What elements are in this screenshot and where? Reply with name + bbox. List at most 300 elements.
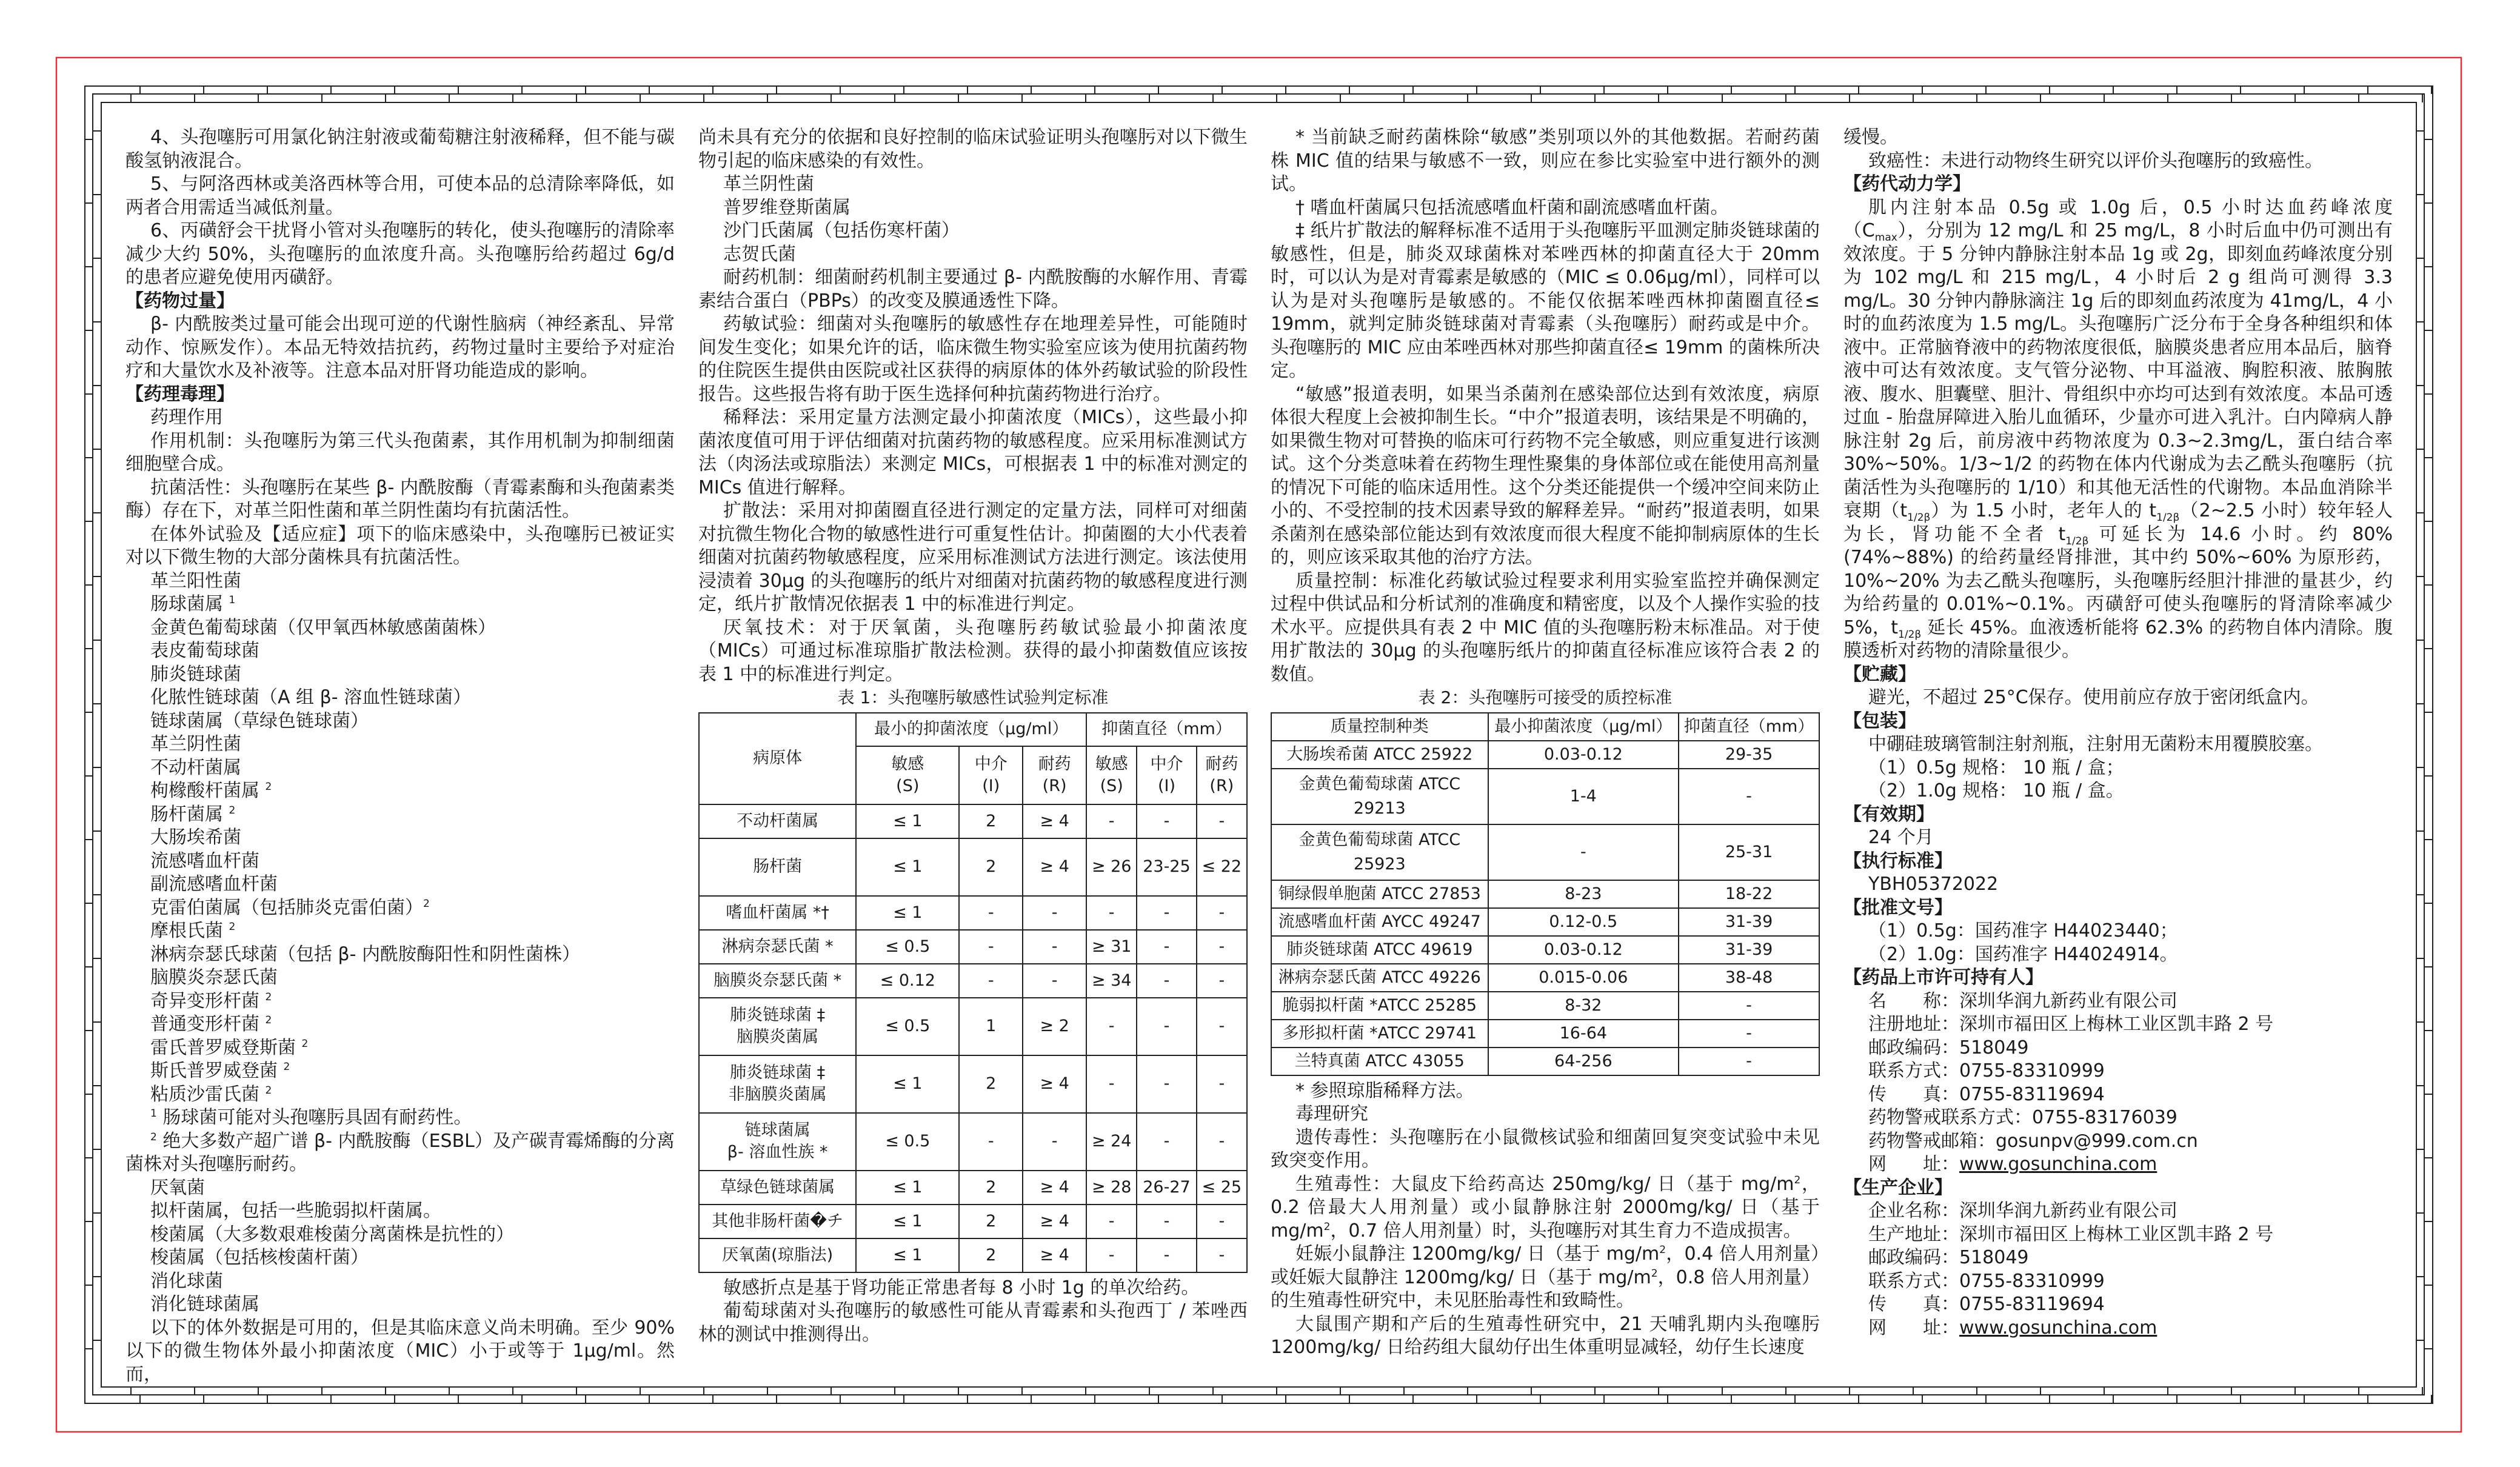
list-item: 注册地址：深圳市福田区上梅林工业区凯丰路 2 号 [1868,1014,2274,1035]
paragraph: “敏感”报道表明，如果当杀菌剂在感染部位达到有效浓度，病原体很大程度上会被抑制生长。“中介”报道表明，该结果是不明确的，如果微生物对可替换的临床可行药物不完全敏感，则应重复进行该测试。这个分类意味着在药物生理性聚集的身体部位或在能使用高剂量的情况下可能的临床适用性。这个分类还能提供一个缓冲空间来防止小的、不受控制的技术因素导致的解释差异。“耐药”报道表明，如果杀菌剂在感染部位能达到有效浓度而很大程度不能抑制病原体的生长的，则应该采取其他的治疗方法。 [1271,383,1820,568]
header-line: 中介 [974,754,1008,774]
table-cell: - [1086,998,1137,1055]
text-run: 枸橼酸杆菌属 [150,780,266,801]
species-line: 铜绿假单胞菌 ATCC 27853 [1278,884,1481,903]
text-run: 奇异变形杆菌 [150,990,266,1012]
paragraph: 质量控制：标准化药敏试验过程要求利用实验室监控并确保测定过程中供试品和分析试剂的准确度和精密度，以及个人操作实验的技术水平。应提供具有表 2 中 MIC 值的头孢噻肟粉末标准品。对于使用扩散法的 30μg 的头孢噻肟纸片的抑菌直径标准应该符合表 2 的数值。 [1271,570,1820,685]
table-row [1271,824,1819,880]
table-cell: - [1197,1055,1247,1113]
paragraph: † 嗜血杆菌属只包括流感嗜血杆菌和副流感嗜血杆菌。 [1295,196,1729,218]
list-item [1843,1153,2393,1177]
susceptibility-table [698,712,1248,1273]
list-item [125,897,675,920]
subscript: 1/2β [2156,512,2180,524]
pathogen-line: 厌氧菌(琼脂法) [722,1245,834,1265]
list-item: 24 个月 [1868,827,1934,848]
table-cell: - [1023,896,1086,930]
pathogen-line: 肺炎链球菌 ‡ [730,1006,826,1024]
footnote-marker: 2 [265,1084,272,1097]
footnote-marker: 2 [265,991,272,1003]
mic-cell: 64-256 [1488,1048,1679,1075]
list-item: YBH05372022 [1868,874,1999,895]
pathogen-line: 脑膜炎奈瑟氏菌 * [714,971,842,990]
text-run: 克雷伯菌属（包括肺炎克雷伯菌） [150,897,423,918]
table-cell: - [1197,930,1247,964]
list-item: 淋病奈瑟氏球菌（包括 β- 内酰胺酶阳性和阴性菌株） [150,943,581,965]
zone-cell: - [1679,769,1819,824]
mic-cell: 0.03-0.12 [1488,741,1679,769]
table-header-cell [959,746,1023,804]
species-line: 多形拟杆菌 *ATCC 29741 [1282,1023,1477,1043]
text-run: 可延长为 14.6 小时。约 80%(74%~88%) 的给药量经肾排泄，其中约 50%~60% 为原形药，10%~20% 为去乙酰头孢噻肟，头孢噻肟经胆汁排泄的量甚少，约为给药量的 0.01%~0.1%。丙磺舒可使头孢噻肟的肾清除率减少 5%，t [1843,523,2393,638]
pathogen-line: 草绿色链球菌属 [720,1177,835,1197]
pathogen-line: 非脑膜炎菌属 [728,1085,827,1104]
text-run: 妊娠小鼠静注 1200mg/kg/ 日（基于 mg/m [1295,1243,1660,1265]
footnote-marker: 2 [1323,1220,1331,1233]
section-heading: 【药品上市许可持有人】 [1843,967,2044,988]
list-item [125,780,675,803]
table-cell: - [1137,964,1196,998]
pathogen-cell [699,1205,856,1238]
mic-cell: 8-32 [1488,992,1679,1020]
text-run: 雷氏普罗威登斯菌 [150,1037,302,1058]
pathogen-line: 肺炎链球菌 ‡ [730,1063,826,1082]
species-cell [1271,769,1488,824]
table-cell: ≥ 4 [1023,1238,1086,1272]
paragraph: 致癌性：未进行动物终生研究以评价头孢噻肟的致癌性。 [1868,150,2323,172]
paragraph: 扩散法：采用对抑菌圈直径进行测定的定量方法，同样可对细菌对抗微生物化合物的敏感性进行可重复性估计。抑菌圈的大小代表着细菌对抗菌药物敏感程度，应采用标准测试方法进行测定。该法使用浸渍着 30μg 的头孢噻肟的纸片对细菌对抗菌药物的敏感程度进行测定，纸片扩散情况依据表 1 中的标准进行判定。 [698,500,1248,615]
paragraph: 大鼠围产期和产后的生殖毒性研究中，21 天哺乳期内头孢噻肟 1200mg/kg/ 日给药组大鼠幼仔出生体重明显减轻，幼仔生长速度 [1271,1313,1820,1358]
header-line: (R) [1209,776,1234,795]
table-row [699,1055,1247,1113]
list-item: 肺炎链球菌 [150,663,241,685]
subscript: 1/2β [2065,535,2089,547]
list-item: 志贺氏菌 [723,243,796,265]
list-item: （1）0.5g 规格： 10 瓶 / 盒； [1868,757,2124,778]
table-row [1271,964,1819,992]
header-line: 耐药 [1205,754,1238,774]
footnote-marker: 2 [1659,1244,1666,1256]
list-item: 脑膜炎奈瑟氏菌 [150,967,278,988]
species-line: 兰特真菌 ATCC 43055 [1294,1051,1465,1071]
table-cell: 2 [959,1205,1023,1238]
mic-cell: 0.12-0.5 [1488,908,1679,936]
list-item [125,1083,675,1107]
table-cell: 2 [959,838,1023,896]
paragraph: 作用机制：头孢噻肟为第三代头孢菌素，其作用机制为抑制细菌细胞壁合成。 [125,430,675,475]
table-cell: - [1197,804,1247,838]
list-item: 企业名称：深圳华润九新药业有限公司 [1868,1200,2177,1221]
table-cell: ≤ 1 [856,1055,959,1113]
table-cell: - [1137,1055,1196,1113]
species-line: 流感嗜血杆菌 AYCC 49247 [1278,912,1481,931]
mic-cell: - [1488,824,1679,880]
paragraph: * 当前缺乏耐药菌株除“敏感”类别项以外的其他数据。若耐药菌株 MIC 值的结果与敏感不一致，则应在参比实验室中进行额外的测试。 [1271,127,1820,195]
subscript: 1/2β [1898,628,1922,641]
list-item: （2）1.0g：国药准字 H44024914。 [1868,943,2178,965]
table-row [699,1113,1247,1171]
table-cell: - [959,964,1023,998]
section-heading: 【药物过量】 [125,290,235,312]
species-cell [1271,1020,1488,1048]
table-row [699,1171,1247,1205]
table-caption: 表 1：头孢噻肟敏感性试验判定标准 [837,687,1109,707]
table-cell: - [959,896,1023,930]
paragraph: 耐药机制：细菌耐药机制主要通过 β- 内酰胺酶的水解作用、青霉素结合蛋白（PBPs）的改变及膜通透性下降。 [698,267,1248,312]
text-run: 普通变形杆菌 [150,1014,266,1035]
species-line: 大肠埃希菌 ATCC 25922 [1286,744,1473,764]
table-cell: ≤ 1 [856,896,959,930]
table-cell: ≤ 0.12 [856,964,959,998]
table-cell: 23-25 [1137,838,1196,896]
pathogen-line: 肠杆菌 [753,857,803,876]
mic-cell: 1-4 [1488,769,1679,824]
table-cell: ≤ 1 [856,804,959,838]
pathogen-cell [699,1171,856,1205]
pathogen-cell [699,804,856,838]
table-header-cell: 最小抑菌浓度（μg/ml） [1488,713,1679,741]
header-line: (R) [1042,776,1067,795]
list-item: 避光，不超过 25°C保存。使用前应存放于密闭纸盒内。 [1868,687,2319,708]
list-item: 革兰阴性菌 [150,734,241,755]
table-header-cell [1137,746,1196,804]
text-run: 肌内注射本品 0.5g 或 1.0g 后，0.5 小时达血药峰浓度（C [1843,196,2393,241]
list-item: 联系方式：0755-83310999 [1868,1270,2105,1292]
table-cell: - [1137,1113,1196,1171]
section-heading: 【生产企业】 [1843,1177,1953,1198]
table-cell: - [1086,1238,1137,1272]
text-column-2 [698,126,1248,1346]
list-item [1843,1317,2393,1340]
paragraph: 6、丙磺舒会干扰肾小管对头孢噻肟的转化，使头孢噻肟的清除率减少大约 50%，头孢噻肟的血浓度升高。头孢噻肟给药超过 6g/d 的患者应避免使用丙磺舒。 [125,220,675,288]
subscript: max [1874,232,1897,244]
table-cell: - [1137,930,1196,964]
table-cell: ≤ 1 [856,1171,959,1205]
zone-cell: 38-48 [1679,964,1819,992]
list-item: 普罗维登斯菌属 [723,196,851,218]
paragraph: 抗菌活性：头孢噻肟在某些 β- 内酰胺酶（青霉素酶和头孢菌素类酶）存在下，对革兰阳性菌和革兰阴性菌均有抗菌活性。 [125,476,675,521]
paragraph: β- 内酰胺类过量可能会出现可逆的代谢性脑病（神经紊乱、异常动作、惊厥发作）。本品无特效拮抗药，药物过量时主要给予对症治疗和大量饮水及补液等。注意本品对肝肾功能造成的影响。 [125,313,675,381]
table-cell: ≥ 4 [1023,1171,1086,1205]
footnote-marker: 1 [229,594,236,606]
table-header-cell [1197,746,1247,804]
zone-cell: 31-39 [1679,908,1819,936]
pathogen-cell [699,1113,856,1171]
zone-cell: 29-35 [1679,741,1819,769]
mic-cell: 0.015-0.06 [1488,964,1679,992]
paragraph: 稀释法：采用定量方法测定最小抑菌浓度（MICs），这些最小抑菌浓度值可用于评估细菌对抗菌药物的敏感程度。应采用标准测试方法（肉汤法或琼脂法）来测定 MICs，可根据表 1 中的标准对测定的 MICs 值进行解释。 [698,407,1248,498]
list-item: （2）1.0g 规格： 10 瓶 / 盒。 [1868,780,2124,801]
list-item: 表皮葡萄球菌 [150,640,259,661]
section-heading: 【批准文号】 [1843,897,1953,918]
table-header-cell: 抑菌直径（mm） [1679,713,1819,741]
list-item: 革兰阳性菌 [150,570,241,592]
list-item: 不动杆菌属 [150,757,241,778]
paragraph: 以下的体外数据是可用的，但是其临床意义尚未明确。至少 90% 以下的微生物体外最小抑菌浓度（MIC）小于或等于 1μg/ml。然而， [125,1317,675,1385]
paragraph [1271,1243,1820,1313]
list-item [125,990,675,1014]
header-line: (I) [1157,776,1175,795]
table-cell: - [1023,930,1086,964]
list-item: （1）0.5g：国药准字 H44023440； [1868,920,2178,941]
list-item: 毒理研究 [1295,1103,1368,1124]
text-run: 延长 45%。血液透析能将 62.3% 的药物自体内清除。腹膜透析对药物的清除量很少。 [1843,617,2393,661]
text-run: 粘质沙雷氏菌 [150,1083,266,1105]
species-cell [1271,880,1488,908]
list-item: 传 真：0755-83119694 [1868,1294,2105,1315]
table-cell: - [1137,998,1196,1055]
table-cell: - [1023,964,1086,998]
quality-control-table [1271,712,1820,1076]
table-header-cell: 抑菌直径（mm） [1086,713,1247,746]
footnote-marker: 2 [283,1061,290,1073]
pathogen-line: 其他非肠杆菌�チ [712,1211,843,1231]
header-line: (S) [1100,776,1123,795]
header-line: 敏感 [891,754,924,774]
table-row [699,998,1247,1055]
text-run: 斯氏普罗威登菌 [150,1060,284,1081]
species-line: 脆弱拟杆菌 *ATCC 25285 [1282,995,1477,1015]
table-cell: - [1197,1238,1247,1272]
list-item: 拟杆菌属，包括一些脆弱拟杆菌属。 [150,1200,441,1221]
pathogen-cell [699,896,856,930]
table-cell: ≥ 4 [1023,838,1086,896]
text-run: 网 址： [1868,1154,1959,1175]
pathogen-line: 链球菌属 [744,1121,810,1140]
footnote-marker: 2 [265,1014,272,1026]
table-row [1271,992,1819,1020]
list-item: 金黄色葡萄球菌（仅甲氧西林敏感菌菌株） [150,617,496,638]
table-cell: ≥ 4 [1023,1055,1086,1113]
pathogen-cell [699,1055,856,1113]
website-link[interactable]: www.gosunchina.com [1959,1317,2157,1338]
text-run: （2~2.5 小时）较年轻人为长，肾功能不全者 t [1843,500,2393,545]
list-item: 药理作用 [150,407,223,428]
table-cell: ≤ 0.5 [856,1113,959,1171]
pathogen-cell [699,998,856,1055]
list-item: 沙门氏菌属（包括伤寒杆菌） [723,220,960,241]
table-cell: - [1086,804,1137,838]
species-line: 淋病奈瑟氏菌 ATCC 49226 [1278,967,1481,987]
pathogen-cell [699,930,856,964]
table-cell: ≥ 2 [1023,998,1086,1055]
text-run: ，0.7 倍人用剂量）时，头孢噻肟对其生育力不造成损害。 [1330,1220,1802,1241]
table-header-row [1271,713,1819,741]
pathogen-line: β- 溶血性族 * [727,1143,828,1161]
table-cell: - [1137,896,1196,930]
species-cell [1271,908,1488,936]
table-row [699,838,1247,896]
table-cell: - [1023,1113,1086,1171]
header-line: (S) [896,776,920,795]
list-item: 链球菌属（草绿色链球菌） [150,710,369,732]
table-row [699,930,1247,964]
list-item: 生产地址：深圳市福田区上梅林工业区凯丰路 2 号 [1868,1223,2274,1245]
table-row [699,1205,1247,1238]
species-cell [1271,741,1488,769]
list-item [125,593,675,617]
table-cell: 1 [959,998,1023,1055]
table-header-row [699,713,1247,746]
list-item: 联系方式：0755-83310999 [1868,1060,2105,1081]
footnote-marker: 2 [1651,1267,1658,1280]
section-heading: 【执行标准】 [1843,850,1953,872]
text-run: ，0.8 倍人用剂量）的生殖毒性研究中，未见胚胎毒性和致畸性。 [1271,1266,1820,1311]
table-cell: ≤ 0.5 [856,998,959,1055]
mic-cell: 8-23 [1488,880,1679,908]
paragraph: 药敏试验：细菌对头孢噻肟的敏感性存在地理差异性，可能随时间发生变化；如果允许的话，临床微生物实验室应该为使用抗菌药物的住院医生提供由医院或社区获得的病原体的体外药敏试验的阶段性报告。这些报告将有助于医生选择何种抗菌药物进行治疗。 [698,313,1248,405]
footnote-marker: 2 [1794,1174,1801,1186]
header-line: (I) [982,776,1000,795]
zone-cell: 18-22 [1679,880,1819,908]
species-cell [1271,1048,1488,1075]
table-row [699,804,1247,838]
footnote-marker: 2 [301,1037,309,1050]
species-line: 肺炎链球菌 ATCC 49619 [1286,940,1473,959]
list-item: 流感嗜血杆菌 [150,850,259,872]
text-run: ，0.4 倍人用剂量）或妊娠大鼠静注 1200mg/kg/ 日（基于 mg/m [1271,1243,1820,1288]
header-line: 中介 [1150,754,1183,774]
paragraph: 缓慢。 [1843,127,1898,148]
zone-cell: 25-31 [1679,824,1819,880]
table-row [699,1238,1247,1272]
paragraph [1271,1173,1820,1243]
text-run: 肠杆菌属 [150,803,229,825]
list-item: 名 称：深圳华润九新药业有限公司 [1868,990,2177,1012]
header-line: 敏感 [1095,754,1128,774]
section-heading: 【有效期】 [1843,803,1934,825]
text-run: ），分别为 12 mg/L 和 25 mg/L，8 小时后血中仍可测出有效浓度。于 5 分钟内静脉注射本品 1g 或 2g，即刻血药峰浓度分别为 102 mg/L 和 215 mg/L，4 小时后 2 g 组尚可测得 3.3 mg/L。30 分钟内静脉滴注 1g 后的即刻血药浓度为 41mg/L，4 小时的血药浓度为 1.5 mg/L。头孢噻肟广泛分布于全身各种组织和体液中。正常脑脊液中的药物浓度很低，脑膜炎患者应用本品后，脑脊液中可达有效浓度。支气管分泌物、中耳溢液、胸腔积液、脓胸脓液、腹水、胆囊壁、胆汁、骨组织中亦均可达到有效浓度。本品可透过血 - 胎盘屏障进入胎儿血循环，少量亦可进入乳汁。白内障病人静脉注射 2g 后，前房液中药物浓度为 0.3~2.3mg/L，蛋白结合率 30%~50%。1/3~1/2 的药物在体内代谢成为去乙酰头孢噻肟（抗菌活性为头孢噻肟的 1/10）和其他无活性的代谢物。本品血消除半衰期（t [1843,220,2393,521]
table-header-cell: 质量控制种类 [1271,713,1488,741]
zone-cell: - [1679,1020,1819,1048]
text-run: 网 址： [1868,1317,1959,1338]
section-heading: 【药代动力学】 [1843,173,1971,195]
pathogen-line: 不动杆菌属 [737,811,819,830]
table-cell: - [1086,1205,1137,1238]
section-heading: 【药理毒理】 [125,383,235,405]
table-cell: - [1197,964,1247,998]
species-line: 29213 [1353,798,1406,818]
table-cell: - [1086,1055,1137,1113]
table-cell: - [959,930,1023,964]
table-row [1271,908,1819,936]
website-link[interactable]: www.gosunchina.com [1959,1154,2157,1175]
list-item: 消化链球菌属 [150,1294,259,1315]
header-line: 耐药 [1038,754,1071,774]
table-cell: ≥ 34 [1086,964,1137,998]
table-header-cell [1023,746,1086,804]
table-cell: ≤ 1 [856,838,959,896]
footnote-marker: 2 [229,921,236,933]
table-cell: ≤ 1 [856,1205,959,1238]
table-cell: ≤ 25 [1197,1171,1247,1205]
paragraph [1843,196,2393,663]
table-cell: 2 [959,804,1023,838]
mic-cell: 0.03-0.12 [1488,936,1679,964]
table-caption: 表 2：头孢噻肟可接受的质控标准 [1418,687,1673,707]
text-run: 肠球菌属 [150,593,229,615]
table-cell: - [1086,896,1137,930]
list-item [125,803,675,827]
list-item: 厌氧菌 [150,1177,205,1198]
table-cell: - [1137,1205,1196,1238]
list-item: 副流感嗜血杆菌 [150,874,278,895]
text-column-4 [1843,126,2393,1340]
table-cell: ≤ 0.5 [856,930,959,964]
footnote-marker: 2 [423,897,430,910]
list-item: 药物警戒邮箱：gosunpv@999.com.cn [1868,1130,2198,1152]
table-cell: ≤ 22 [1197,838,1247,896]
species-cell [1271,964,1488,992]
table-cell: 2 [959,1238,1023,1272]
zone-cell: 31-39 [1679,936,1819,964]
text-run: ）为 1.5 小时，老年人的 t [1930,500,2157,521]
list-item [125,1037,675,1060]
species-line: 金黄色葡萄球菌 ATCC [1298,774,1461,794]
list-item: 梭菌属（大多数艰难梭菌分离菌株是抗性的） [150,1223,514,1245]
pathogen-line: 淋病奈瑟氏菌 * [721,937,834,956]
species-line: 金黄色葡萄球菌 ATCC [1298,830,1461,849]
footnote-marker: 1 [150,1108,157,1120]
text-run: 肠球菌可能对头孢噻肟具固有耐药性。 [156,1107,472,1128]
paragraph: 在体外试验及【适应症】项下的临床感染中，头孢噻肟已被证实对以下微生物的大部分菌株具有抗菌活性。 [125,523,675,568]
species-cell [1271,824,1488,880]
table-row [1271,880,1819,908]
table-row [699,964,1247,998]
table-cell: - [1137,1238,1196,1272]
list-item: 大肠埃希菌 [150,827,241,848]
list-item: 消化球菌 [150,1270,223,1292]
list-item [125,1060,675,1083]
zone-cell: - [1679,1048,1819,1075]
table-cell: 2 [959,1171,1023,1205]
paragraph: 厌氧技术：对于厌氧菌，头孢噻肟药敏试验最小抑菌浓度（MICs）可通过标准琼脂扩散法检测。获得的最小抑菌数值应该按表 1 中的标准进行判定。 [698,617,1248,685]
pathogen-cell [699,1238,856,1272]
section-heading: 【包装】 [1843,710,1916,732]
table-cell: - [1197,1113,1247,1171]
table-cell: ≤ 1 [856,1238,959,1272]
mic-cell: 16-64 [1488,1020,1679,1048]
table-cell: - [1197,896,1247,930]
table-row [1271,936,1819,964]
list-item [125,920,675,943]
paragraph: * 参照琼脂稀释方法。 [1295,1080,1474,1101]
table-header-cell [856,746,959,804]
table-header-cell: 最小的抑菌浓度（μg/ml） [856,713,1086,746]
table-row [1271,1020,1819,1048]
species-cell [1271,936,1488,964]
pathogen-cell [699,964,856,998]
text-run: 生殖毒性：大鼠皮下给药高达 250mg/kg/ 日（基于 mg/m [1295,1173,1794,1195]
list-item: 梭菌属（包括核梭菌杆菌） [150,1247,369,1268]
paragraph [125,1130,675,1177]
table-cell: - [1197,1205,1247,1238]
table-cell: - [959,1113,1023,1171]
section-heading: 【贮藏】 [1843,663,1916,685]
list-item: 化脓性链球菌（A 组 β- 溶血性链球菌） [150,687,472,708]
table-row [1271,741,1819,769]
table-cell: - [1197,998,1247,1055]
footnote-marker: 2 [229,804,236,817]
table-cell: ≥ 4 [1023,1205,1086,1238]
paragraph: 尚未具有充分的依据和良好控制的临床试验证明头孢噻肟对以下微生物引起的临床感染的有效性。 [698,127,1248,172]
species-line: 25923 [1353,854,1406,874]
list-item: 革兰阴性菌 [723,173,814,195]
list-item: 中硼硅玻璃管制注射剂瓶，注射用无菌粉末用覆膜胶塞。 [1868,734,2323,755]
text-run: 摩根氏菌 [150,920,229,941]
pathogen-cell [699,838,856,896]
list-item: 传 真：0755-83119694 [1868,1083,2105,1105]
